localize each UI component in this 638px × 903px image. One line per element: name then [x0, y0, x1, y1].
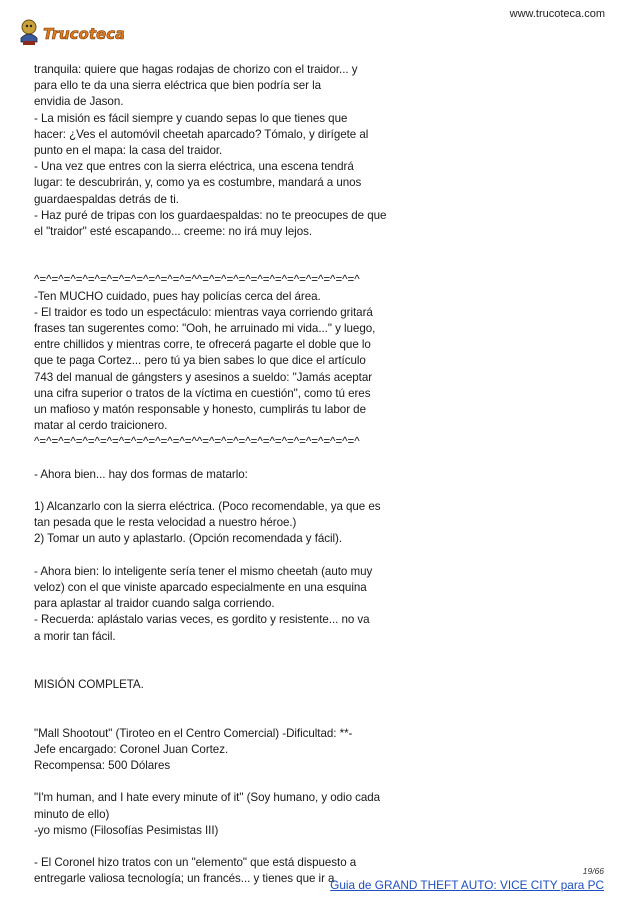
- text-line: una cifra superior o tratos de la víctima en cuestión", como tú eres: [34, 386, 371, 400]
- paragraph-gap: [34, 483, 604, 499]
- paragraph-gap: [34, 548, 604, 564]
- text-line: - Una vez que entres con la sierra eléctrica, una escena tendrá: [34, 160, 354, 174]
- guide-title-link[interactable]: Guia de GRAND THEFT AUTO: VICE CITY para PC: [330, 878, 604, 892]
- text-line: el "traidor" esté escapando... creeme: no irá muy lejos.: [34, 224, 313, 238]
- text-line: lugar: te descubrirán, y, como ya es costumbre, mandará a unos: [34, 176, 362, 190]
- text-line: 2) Tomar un auto y aplastarlo. (Opción recomendada y fácil).: [34, 532, 343, 546]
- paragraph-gap: [34, 710, 604, 726]
- page-number: 19/66: [582, 866, 604, 876]
- paragraph-gap: [34, 256, 604, 272]
- logo-icon: [14, 14, 124, 48]
- header-url: www.trucoteca.com: [509, 8, 605, 20]
- text-line: 1) Alcanzarlo con la sierra eléctrica. (Poco recomendable, ya que es: [34, 500, 381, 514]
- text-line: MISIÓN COMPLETA.: [34, 678, 144, 692]
- text-line: envidia de Jason.: [34, 95, 124, 109]
- trucoteca-logo[interactable]: [14, 14, 124, 48]
- document-body: [34, 62, 604, 888]
- text-line: ^=^=^=^=^=^=^=^=^=^=^=^=^=^^=^=^=^=^=^=^=^=^=^=^=^=^=^: [34, 435, 360, 449]
- text-line: para ello te da una sierra eléctrica que bien podría ser la: [34, 79, 322, 93]
- text-line: - El Coronel hizo tratos con un "elemento" que está dispuesto a: [34, 856, 357, 870]
- paragraph-gap: [34, 645, 604, 661]
- paragraph-gap: [34, 661, 604, 677]
- svg-text:Trucoteca: Trucoteca: [43, 25, 124, 43]
- text-line: ^=^=^=^=^=^=^=^=^=^=^=^=^=^^=^=^=^=^=^=^=^=^=^=^=^=^=^: [34, 273, 360, 287]
- text-line: - Ahora bien... hay dos formas de matarlo:: [34, 467, 248, 481]
- text-line: matar al cerdo traicionero.: [34, 419, 168, 433]
- paragraph-gap: [34, 774, 604, 790]
- text-line: punto en el mapa: la casa del traidor.: [34, 143, 223, 157]
- paragraph-gap: [34, 693, 604, 709]
- text-line: guardaespaldas detrás de ti.: [34, 192, 179, 206]
- text-line: frases tan sugerentes como: "Ooh, he arruinado mi vida..." y luego,: [34, 322, 376, 335]
- text-line: "Mall Shootout" (Tiroteo en el Centro Comercial) -Dificultad: **-: [34, 726, 353, 740]
- text-line: - El traidor es todo un espectáculo: mientras vaya corriendo gritará: [34, 305, 373, 319]
- text-line: un mafioso y matón responsable y honesto, cumplirás tu labor de: [34, 402, 366, 416]
- text-line: veloz) con el que viniste aparcado especialmente en una esquina: [34, 581, 367, 594]
- text-line: - Recuerda: aplástalo varias veces, es gordito y resistente... no va: [34, 613, 370, 627]
- text-line: entre chillidos y mientras corre, te ofrecerá pagarte el doble que lo: [34, 338, 371, 352]
- text-line: "I'm human, and I hate every minute of it" (Soy humano, y odio cada: [34, 791, 381, 805]
- paragraph-gap: [34, 839, 604, 855]
- text-line: - Haz puré de tripas con los guardaespaldas: no te preocupes de que: [34, 208, 387, 222]
- paragraph-gap: [34, 451, 604, 467]
- text-line: tranquila: quiere que hagas rodajas de chorizo con el traidor... y: [34, 63, 358, 76]
- text-line: tan pesada que le resta velocidad a nuestro héroe.): [34, 516, 297, 530]
- text-line: Recompensa: 500 Dólares: [34, 759, 171, 773]
- text-line: entregarle valiosa tecnología; un francés... y tienes que ir a: [34, 872, 335, 886]
- text-line: para aplastar al traidor cuando salga corriendo.: [34, 597, 275, 611]
- text-line: hacer: ¿Ves el automóvil cheetah aparcado? Tómalo, y dirígete al: [34, 127, 369, 141]
- text-line: a morir tan fácil.: [34, 629, 116, 643]
- text-line: 743 del manual de gángsters y asesinos a sueldo: "Jamás aceptar: [34, 370, 373, 384]
- paragraph-gap: [34, 240, 604, 256]
- text-line: - Ahora bien: lo inteligente sería tener el mismo cheetah (auto muy: [34, 564, 373, 578]
- text-line: minuto de ello): [34, 807, 110, 821]
- text-line: que te paga Cortez... pero tú ya bien sabes lo que dice el artículo: [34, 354, 366, 368]
- text-line: -Ten MUCHO cuidado, pues hay policías cerca del área.: [34, 289, 321, 303]
- text-line: Jefe encargado: Coronel Juan Cortez.: [34, 742, 229, 756]
- text-line: -yo mismo (Filosofías Pesimistas III): [34, 823, 219, 837]
- text-line: - La misión es fácil siempre y cuando sepas lo que tienes que: [34, 111, 348, 125]
